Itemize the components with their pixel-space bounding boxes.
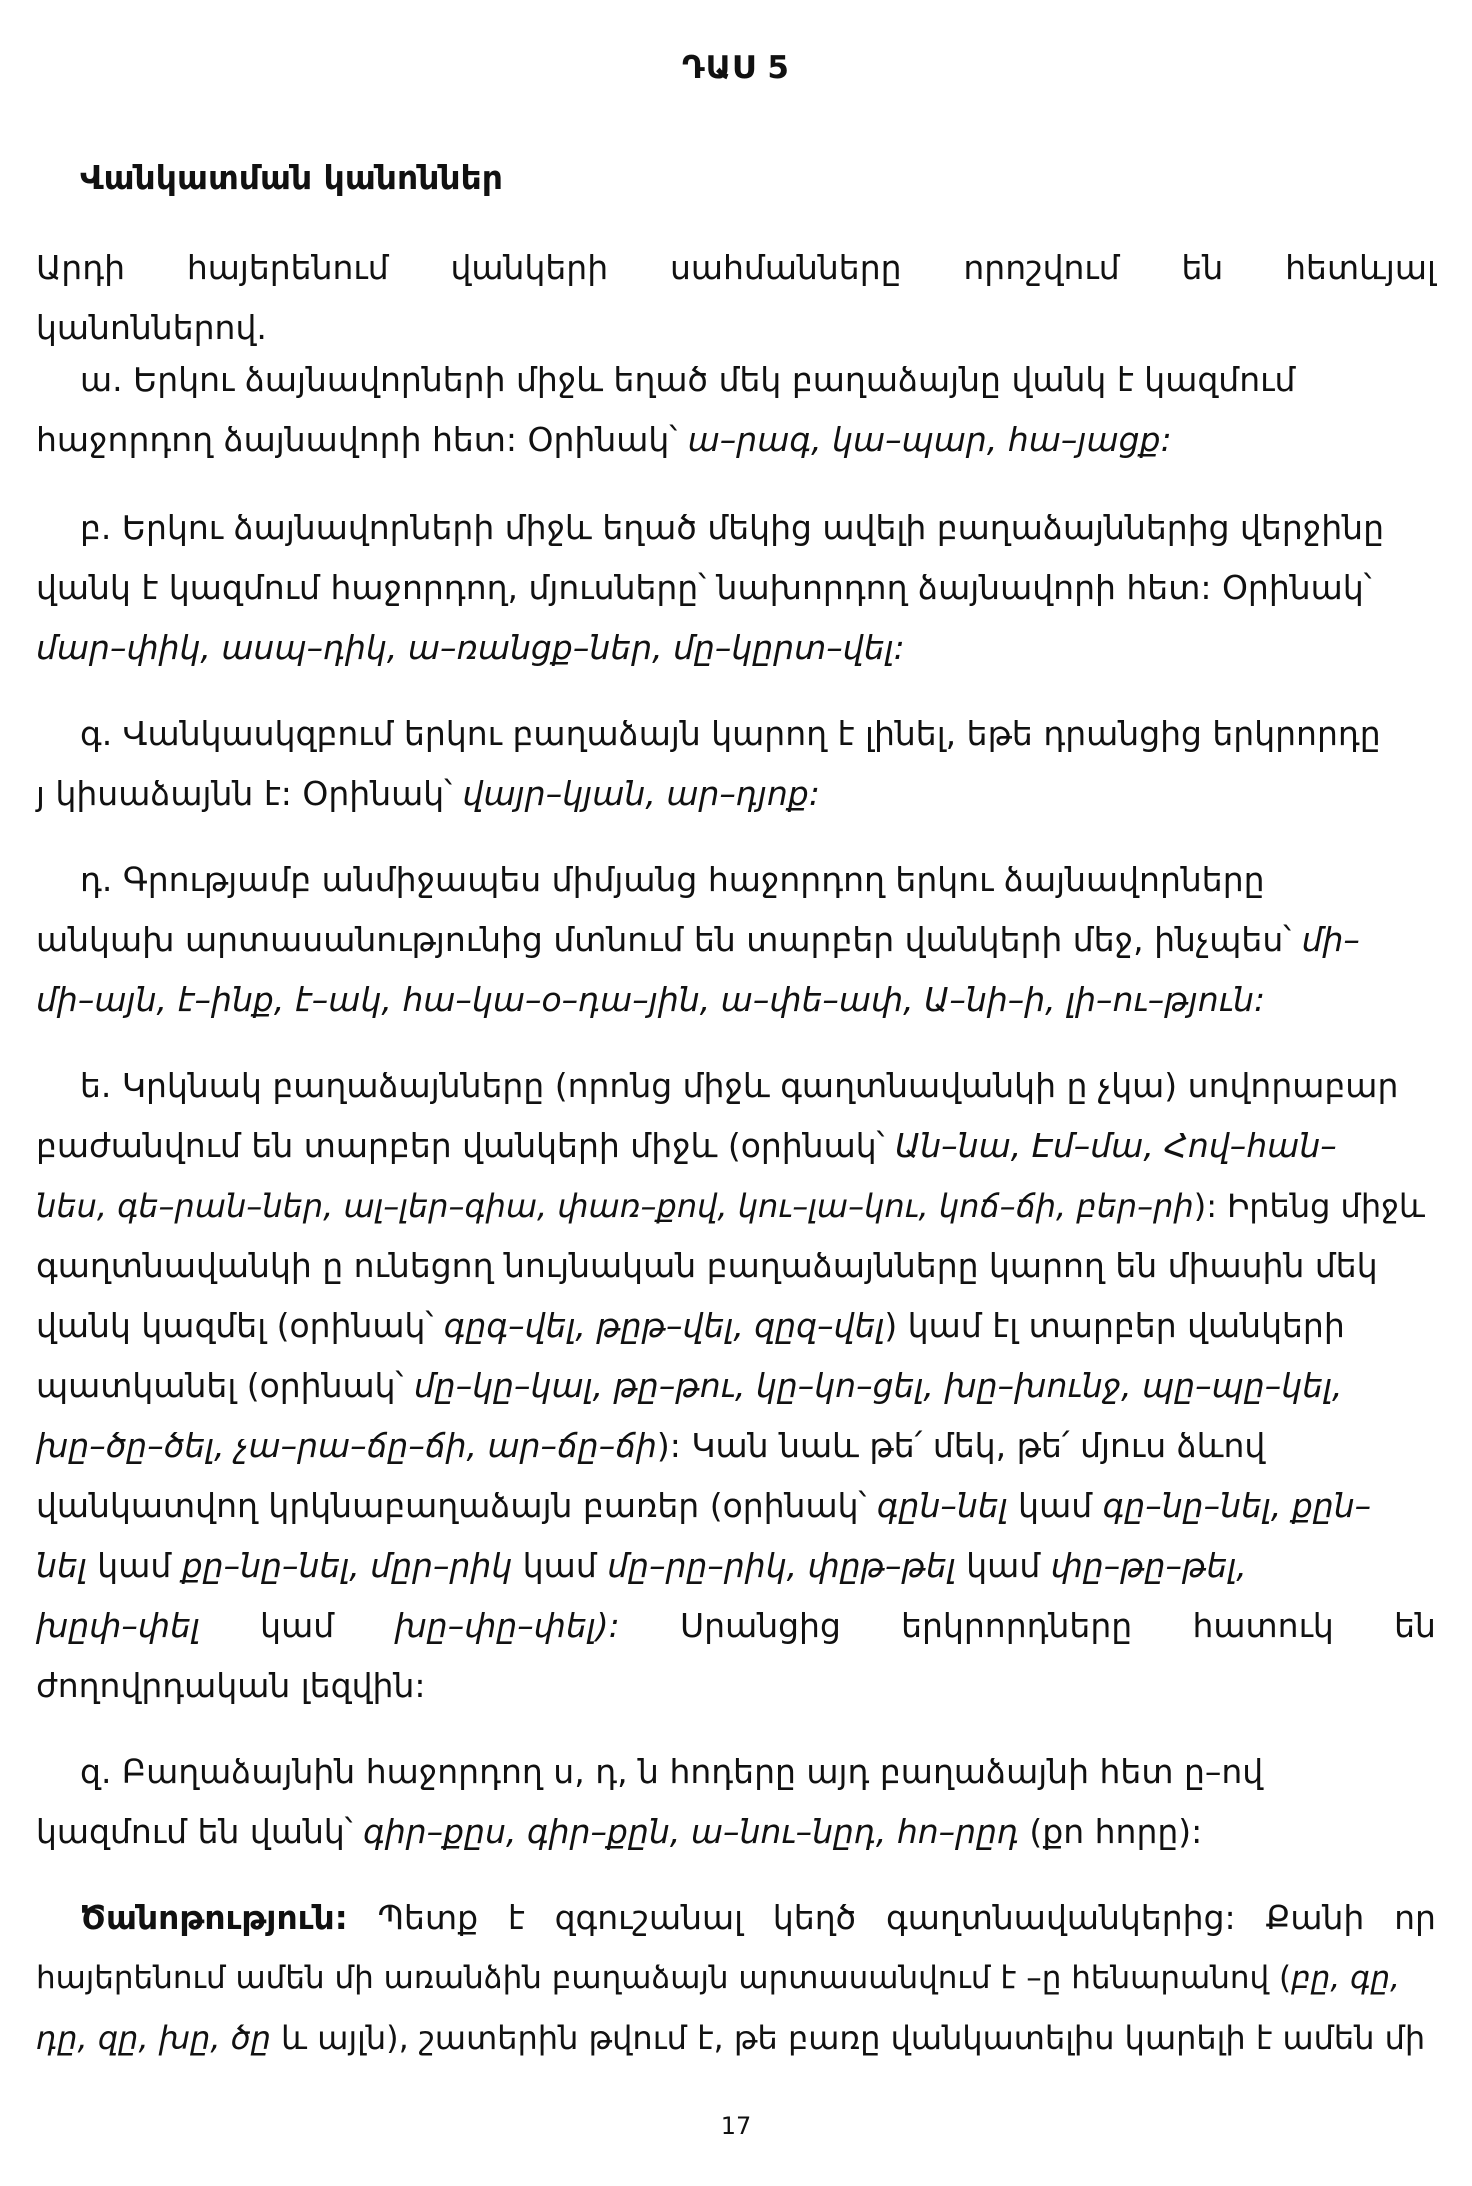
word: Սրանցից [680,1606,841,1645]
word: հայերենում [186,248,389,287]
section-heading: Վանկատման կանոններ [80,158,504,197]
lesson-title: ԴԱՍ 5 [682,50,790,86]
example-words: նել [36,1546,87,1585]
rule-g-line-2 [36,772,1436,816]
rule-e-line-11: ժողովրդական լեզվին: [36,1666,426,1705]
word: որ [1394,1898,1436,1937]
example-words: գիր–քըս, գիր–քըն, ա–նու–նըդ, հո–րըդ [363,1812,1019,1851]
word: հետևյալ [1285,248,1436,287]
text: յ կիսաձայնն է: Օրինակ՝ [36,774,463,813]
text: պատկանել (օրինակ՝ [36,1366,414,1405]
text: կամ [955,1546,1051,1585]
text: (քո հորը): [1018,1812,1203,1851]
example-words: Ան–նա, Էմ–մա, Հով–հան– [894,1126,1337,1165]
text: կամ [512,1546,608,1585]
rule-a-line-1: ա. Երկու ձայնավորների միջև եղած մեկ բաղաձայնը վանկ է կազմում [80,360,1296,399]
text: վանկատվող կրկնաբաղաձայն բառեր (օրինակ՝ [36,1486,877,1525]
note-line-2 [36,1956,1436,2000]
word: Արդի [36,248,125,287]
rule-e-line-9 [36,1544,1436,1588]
rule-e-line-7 [36,1424,1436,1468]
text: բաժանվում են տարբեր վանկերի միջև (օրինակ՝ [36,1126,895,1165]
note-label: Ծանոթություն: [80,1898,348,1937]
rule-z-line-1: զ. Բաղաձայնին հաջորդող ս, դ, ն հոդերը այդ բաղաձայնի հետ ը–ով [80,1752,1264,1791]
rule-e-line-8 [36,1484,1436,1528]
text: ) կամ էլ տարբեր վանկերի [884,1306,1345,1345]
example-words: խը–փը–փել): [394,1606,620,1645]
example-words: գը–նը–նել, քըն– [1102,1486,1372,1525]
intro-line-2: կանոններով. [36,308,267,347]
rule-e-line-4: գաղտնավանկի ը ունեցող նույնական բաղաձայնները կարող են միասին մեկ [36,1246,1378,1285]
example-words: խը–ծը–ծել, չա–րա–ճը–ճի, ար–ճը–ճի [36,1426,657,1465]
example-words: մը–րը–րիկ, փըթ–թել [607,1546,956,1585]
text: հաջորդող ձայնավորի հետ: Օրինակ՝ [36,420,688,459]
text: ): Իրենց միջև [1193,1187,1425,1225]
text: անկախ արտասանությունից մտնում են տարբեր վանկերի մեջ, ինչպես՝ [36,920,1302,959]
rule-e-line-10 [36,1604,1436,1648]
word: վանկերի [450,248,609,287]
example-words: գըգ–վել, թըթ–վել, զըզ–վել [443,1306,885,1345]
note-line-1 [80,1896,1436,1940]
example-words: վայր–կյան, ար–դյոք: [462,774,820,813]
text: կամ [1007,1486,1103,1525]
rule-z-line-2 [36,1810,1436,1854]
rule-e-line-2 [36,1124,1436,1168]
word: զգուշանալ [554,1898,744,1937]
rule-e-line-6 [36,1364,1436,1408]
rule-d-line-3: մի–այն, է–ինք, է–ակ, հա–կա–օ–դա–յին, ա–փե–ափ, Ա–նի–ի, լի–ու–թյուն: [36,980,1266,1019]
intro-line-1 [36,246,1436,290]
example-words: ա–րագ, կա–պար, հա–յացք: [687,420,1172,459]
example-words: մը–կը–կալ, թը–թու, կը–կո–ցել, խը–խունջ, պը–պը–կել, [413,1366,1343,1405]
word: են [1394,1606,1436,1645]
note-line-3 [36,2016,1436,2060]
word: է [507,1898,525,1937]
rule-e-line-5 [36,1304,1436,1348]
word: Քանի [1265,1898,1365,1937]
word: երկրորդները [901,1606,1133,1645]
rule-d-line-2 [36,918,1436,962]
example-words: դը, զը, խը, ծը [36,2019,271,2057]
rule-e-line-3 [36,1184,1436,1228]
text: և այլն), շատերին թվում է, թե բառը վանկատելիս կարելի է ամեն մի [270,2019,1426,2057]
example-words: քը–նը–նել, մըր–րիկ [181,1546,513,1585]
word: հատուկ [1192,1606,1334,1645]
rule-e-line-1: ե. Կրկնակ բաղաձայնները (որոնց միջև գաղտնավանկի ը չկա) սովորաբար [80,1066,1399,1105]
example-words: գըն–նել [876,1486,1008,1525]
example-words: մի– [1301,920,1360,959]
page-number: 17 [720,2112,752,2140]
rule-b-line-2: վանկ է կազմում հաջորդող, մյուսները՝ նախորդող ձայնավորի հետ: Օրինակ՝ [36,568,1372,607]
example-words: նես, գե–րան–ներ, ալ–լեր–գիա, փառ–քով, կու–լա–կու, կոճ–ճի, բեր–րի [36,1187,1194,1225]
text: կամ [86,1546,182,1585]
word: սահմանները [669,248,902,287]
word: որոշվում [963,248,1120,287]
word: գաղտնավանկերից: [885,1898,1236,1937]
rule-g-line-1: գ. Վանկասկզբում երկու բաղաձայն կարող է լինել, եթե դրանցից երկրորդը [80,714,1381,753]
rule-b-line-3: մար–փիկ, ասպ–դիկ, ա–ռանցք–ներ, մը–կըրտ–վել: [36,628,905,667]
rule-d-line-1: դ. Գրությամբ անմիջապես միմյանց հաջորդող երկու ձայնավորները [80,860,1265,899]
text: կազմում են վանկ՝ [36,1812,364,1851]
example-words: բը, գը, [1291,1960,1400,1996]
text: ): Կան նաև թե՛ մեկ, թե՛ մյուս ձևով [656,1426,1266,1465]
rule-b-line-1: բ. Երկու ձայնավորների միջև եղած մեկից ավելի բաղաձայններից վերջինը [80,508,1384,547]
word: են [1181,248,1224,287]
rule-a-line-2 [36,418,1436,462]
word: Պետք [377,1898,479,1937]
text: հայերենում ամեն մի առանձին բաղաձայն արտասանվում է –ը հենարանով ( [36,1960,1292,1996]
word: կեղծ [772,1898,857,1937]
text: վանկ կազմել (օրինակ՝ [36,1306,444,1345]
example-words: փը–թը–թել, [1050,1546,1247,1585]
example-words: խըփ–փել [36,1606,200,1645]
word: կամ [260,1606,335,1645]
